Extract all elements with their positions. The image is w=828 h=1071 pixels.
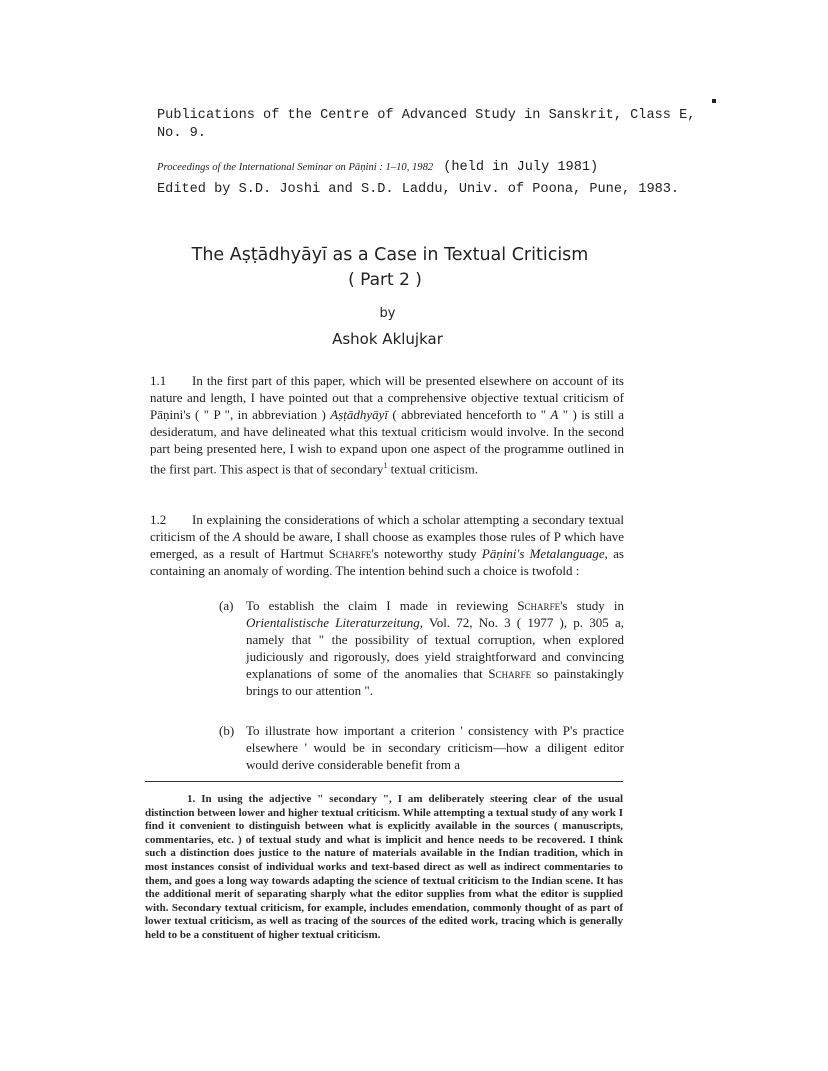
paragraph-text: ( abbreviated henceforth to ": [388, 407, 551, 422]
paragraph-text: In explaining the considerations of which a scholar attempting a secondary textual criticism of the: [150, 512, 624, 544]
footnote-text: In using the adjective " secondary ", I am deliberately steering clear of the usual distinction between lower and higher textual criticism. While attempting a textual study of any work I find it convenient to distinguish between what is explicitly available in the sources ( manuscripts, commentaries, etc. ) of textual study and what is implicit and hence needs to be recovered. I think such a distinction does justice to the nature of materials available in the Indian tradition, which in most instances consist of individual works and text-based direct as well as indirect commentaries to them, and goes a long way towards adapting the science of textual criticism to the Indian scene. It has the additional merit of separating sharply what the editor supplies from what the editor is supplied with. Secondary textual criticism, for example, includes emendation, commonly thought of as part of lower textual criticism, as well as tracing of the sources of the edited work, tracing which is generally held to be a constituent of higher textual criticism.: [145, 793, 624, 941]
work-title: Aṣṭādhyāyī: [330, 407, 389, 422]
publication-line-1: Publications of the Centre of Advanced Study in Sanskrit, Class E,: [157, 108, 696, 123]
byline-by: by: [379, 306, 396, 321]
paragraph-text: as containing an anomaly of wording. The intention behind such a choice is twofold :: [150, 546, 624, 578]
journal-title: Orientalistische Literaturzeitung,: [246, 615, 424, 630]
list-label: (b): [219, 723, 235, 738]
proceedings-line: [157, 157, 598, 175]
proceedings-citation: Proceedings of the International Seminar on Pāṇini : 1–10, 1982: [157, 162, 434, 173]
list-item-b: [219, 722, 624, 773]
list-text: 's study in: [560, 598, 625, 613]
article-title: The Aṣṭādhyāyī as a Case in Textual Criticism: [191, 245, 589, 265]
paragraph-text: should be aware, I shall choose as examples those rules of P which have emerged, as a result of Hartmut: [150, 529, 625, 561]
list-text: To establish the claim I made in reviewing: [246, 598, 518, 613]
list-text: so painstakingly brings to our attention ".: [246, 666, 624, 698]
list-label: (a): [219, 598, 234, 613]
paragraph-1-1: [150, 372, 624, 477]
footnote-1: [145, 793, 623, 943]
abbreviation-symbol: A: [233, 529, 241, 544]
publication-line-2: No. 9.: [157, 126, 206, 141]
book-title: Pāṇini's Metalanguage,: [481, 546, 608, 561]
footnote-divider: [145, 781, 623, 782]
paragraph-number: 1.1: [150, 373, 167, 388]
paragraph-1-2: [150, 511, 624, 579]
author-reference: Scharfe: [488, 666, 532, 681]
proceedings-held-date: (held in July 1981): [443, 160, 599, 175]
footnote-number: 1.: [187, 793, 196, 805]
abbreviation-symbol: A: [550, 407, 559, 422]
author-reference: Scharfe: [328, 546, 372, 561]
author-name: Ashok Aklujkar: [332, 330, 443, 348]
paragraph-text: 's noteworthy study: [371, 546, 482, 561]
paragraph-text: In the first part of this paper, which will be presented elsewhere on account of its nature and length, I have pointed out that a comprehensive objective textual criticism of Pāṇini's ( " P ", in abbreviation ): [150, 373, 624, 422]
article-part: ( Part 2 ): [348, 270, 422, 290]
paragraph-number: 1.2: [150, 512, 167, 527]
author-reference: Scharfe: [517, 598, 561, 613]
list-text: Vol. 72, No. 3 ( 1977 ), p. 305 a, namely that " the possibility of textual corruption, when explored judiciously and rigorously, does yield straightforward and convincing explanations of some of the anomalies that: [246, 615, 624, 681]
footnote-ref: 1: [383, 461, 388, 470]
edited-by-line: Edited by S.D. Joshi and S.D. Laddu, Univ. of Poona, Pune, 1983.: [157, 182, 680, 197]
list-text: To illustrate how important a criterion ' consistency with P's practice elsewhere ' would be in secondary criticism—how a diligent editor would derive considerable benefit from a: [246, 723, 624, 772]
paragraph-text: textual criticism.: [387, 461, 478, 477]
list-item-a: [219, 597, 624, 699]
scan-speck: [712, 99, 716, 103]
paragraph-text: " ) is still a desideratum, and have delineated what this textual criticism would involve. In the second part being presented here, I wish to expand upon one aspect of the programme outlined in the first part. This aspect is that of secondary: [150, 407, 624, 477]
